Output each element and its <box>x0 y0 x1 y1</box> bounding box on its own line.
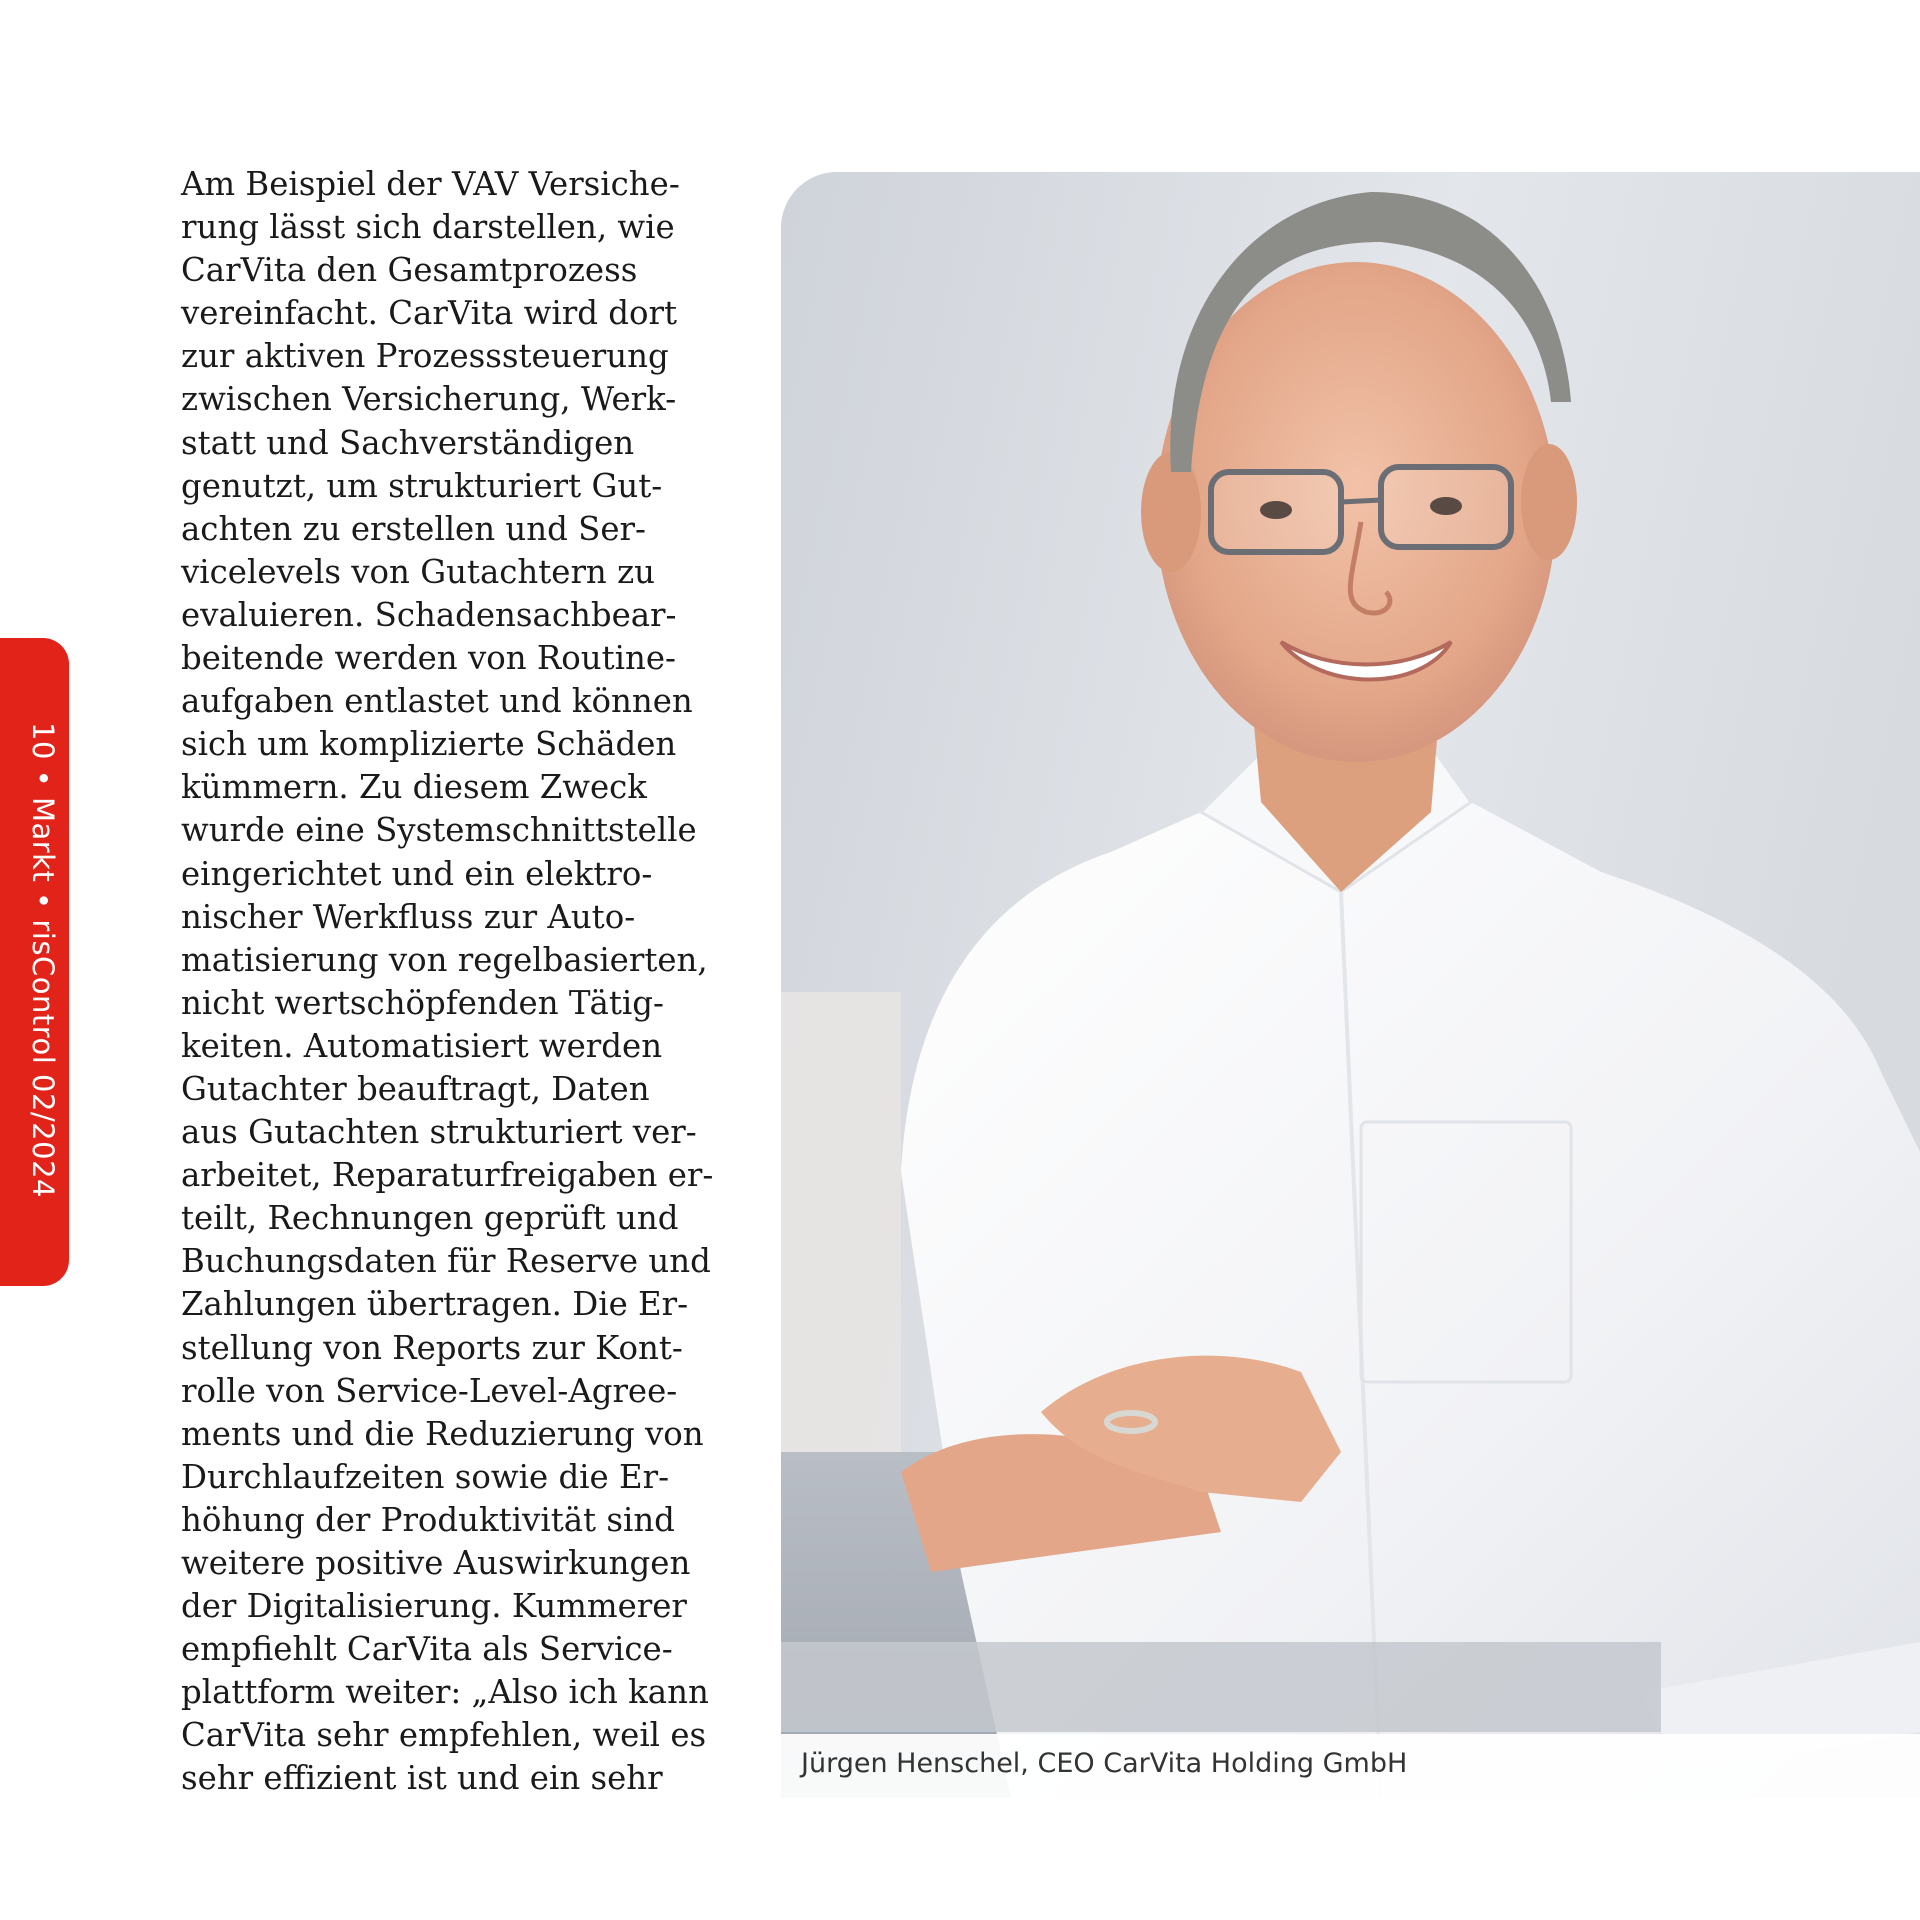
article-line: rolle von Service-Level-Agree- <box>181 1371 678 1410</box>
article-line: arbeitet, Reparaturfreigaben er- <box>181 1156 714 1195</box>
article-line: plattform weiter: „Also ich kann <box>181 1673 709 1712</box>
photo-caption: Jürgen Henschel, CEO CarVita Holding GmbH <box>801 1748 1408 1779</box>
article-line: evaluieren. Schadensachbear- <box>181 595 677 634</box>
article-line: ments und die Reduzierung von <box>181 1414 704 1453</box>
article-line: eingerichtet und ein elektro- <box>181 854 653 893</box>
article-line: beitende werden von Routine- <box>181 639 677 678</box>
article-line: achten zu erstellen und Ser- <box>181 509 646 548</box>
article-line: stellung von Reports zur Kont- <box>181 1328 683 1367</box>
page-folio: 10 • Markt • risControl 02/2024 <box>26 722 60 1198</box>
article-line: statt und Sachverständigen <box>181 423 635 462</box>
article-line: weitere positive Auswirkungen <box>181 1544 691 1582</box>
article-line: empfiehlt CarVita als Service- <box>181 1630 673 1669</box>
article-line: Am Beispiel der VAV Versiche- <box>181 165 680 203</box>
article-body <box>181 163 714 1801</box>
article-line: vicelevels von Gutachtern zu <box>181 552 656 591</box>
article-line: matisierung von regelbasierten, <box>181 940 708 979</box>
article-line: kümmern. Zu diesem Zweck <box>181 768 647 807</box>
article-line: sehr effizient ist und ein sehr <box>181 1759 663 1798</box>
article-line: aufgaben entlastet und können <box>181 682 693 721</box>
article-line: aus Gutachten strukturiert ver- <box>181 1113 697 1152</box>
article-line: nischer Werkfluss zur Auto- <box>181 897 636 936</box>
article-line: CarVita den Gesamtprozess <box>181 251 638 290</box>
article-line: Gutachter beauftragt, Daten <box>181 1069 650 1108</box>
article-line: wurde eine Systemschnittstelle <box>181 811 697 850</box>
article-line: der Digitalisierung. Kummerer <box>181 1587 687 1626</box>
article-line: Buchungsdaten für Reserve und <box>181 1242 711 1281</box>
article-line: keiten. Automatisiert werden <box>181 1026 663 1065</box>
article-line: rung lässt sich darstellen, wie <box>181 208 675 247</box>
article-line: vereinfacht. CarVita wird dort <box>181 294 677 333</box>
article-line: nicht wertschöpfenden Tätig- <box>181 983 664 1022</box>
article-line: Durchlaufzeiten sowie die Er- <box>181 1457 670 1496</box>
portrait-illustration <box>781 172 1920 1798</box>
caption-bar <box>781 1734 1920 1798</box>
article-line: genutzt, um strukturiert Gut- <box>181 466 663 505</box>
article-line: zur aktiven Prozesssteuerung <box>181 337 669 376</box>
article-line: CarVita sehr empfehlen, weil es <box>181 1716 707 1755</box>
article-line: Zahlungen übertragen. Die Er- <box>181 1285 689 1324</box>
article-line: teilt, Rechnungen geprüft und <box>181 1199 679 1238</box>
article-line: sich um komplizierte Schäden <box>181 725 677 764</box>
article-line: zwischen Versicherung, Werk- <box>181 380 677 419</box>
article-line: höhung der Produktivität sind <box>181 1500 675 1539</box>
portrait-photo <box>781 172 1920 1798</box>
